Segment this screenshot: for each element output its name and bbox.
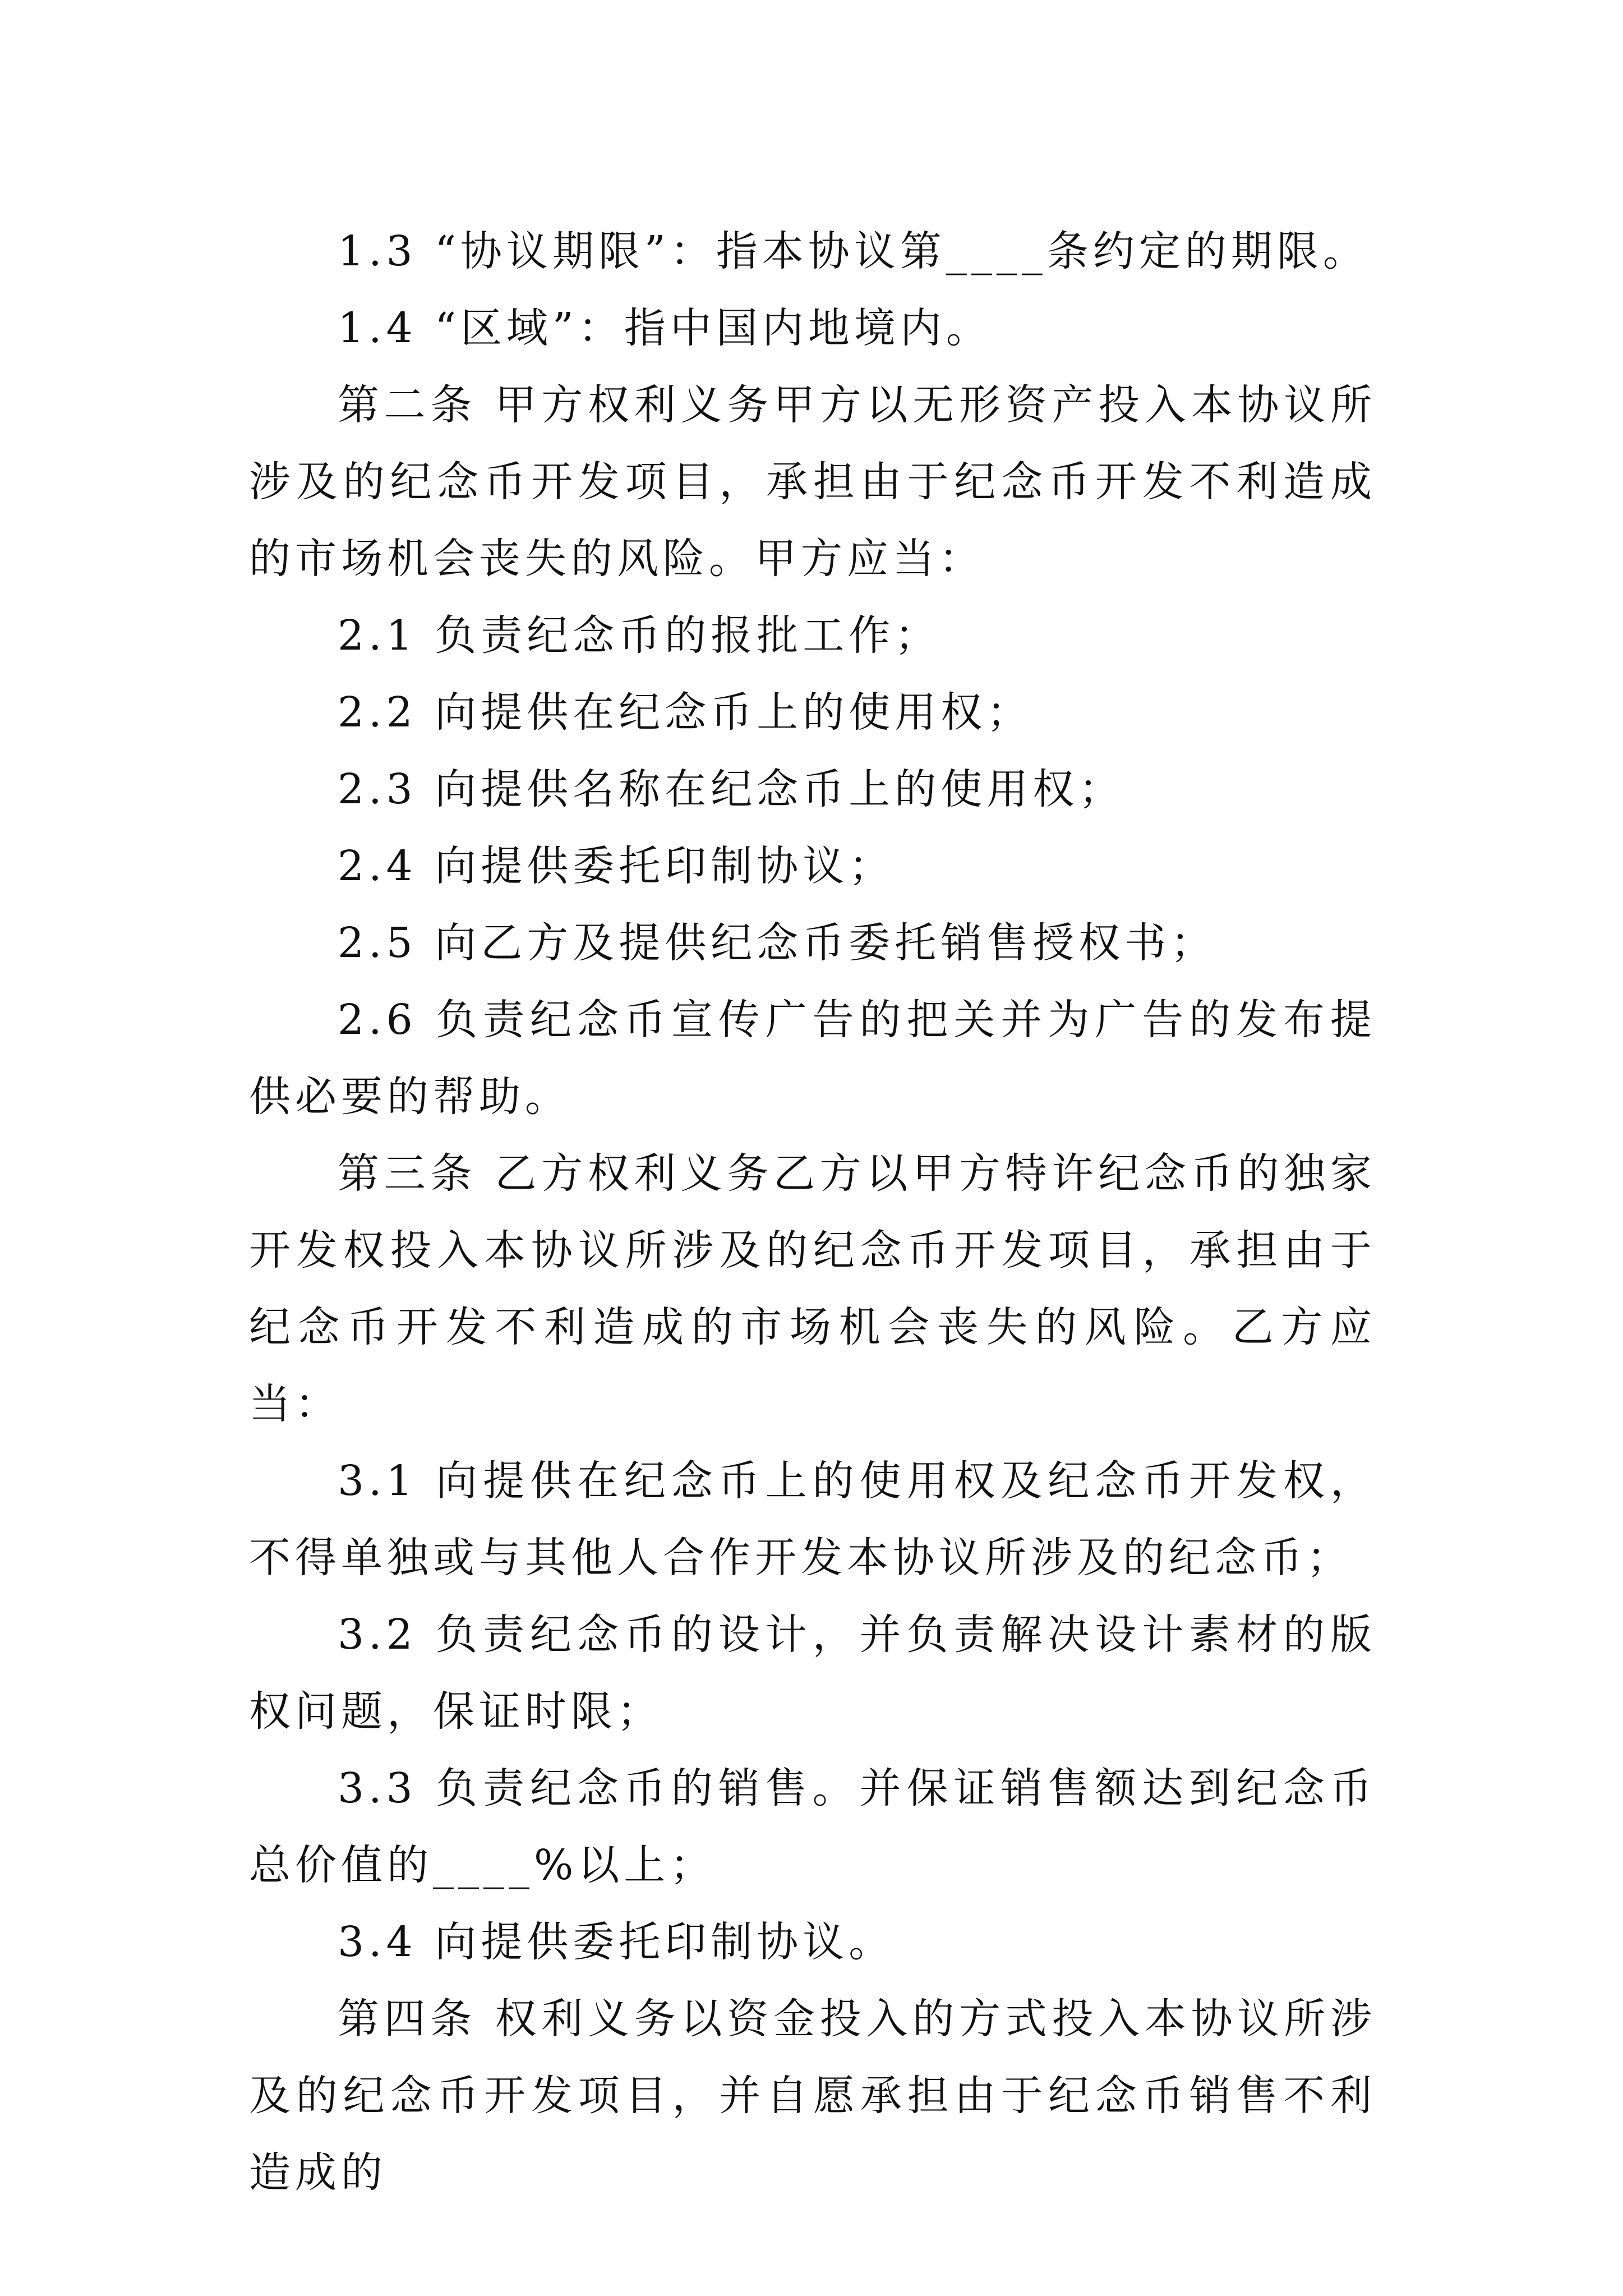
article-3: 第三条 乙方权利义务乙方以甲方特许纪念币的独家开发权投入本协议所涉及的纪念币开发项目，承担由于纪念币开发不利造成的市场机会丧失的风险。乙方应当： (249, 1149, 1376, 1428)
clause-2-4: 2.4 向提供委托印制协议； (338, 842, 895, 890)
clause-2-6: 2.6 负责纪念币宣传广告的把关并为广告的发布提供必要的帮助。 (249, 996, 1376, 1121)
clause-3-2: 3.2 负责纪念币的设计，并负责解决设计素材的版权问题，保证时限； (249, 1611, 1376, 1736)
clause-2-2: 2.2 向提供在纪念币上的使用权； (338, 688, 1033, 737)
clause-1-4: 1.4 “区域”：指中国内地境内。 (338, 304, 992, 352)
document-body (249, 213, 1376, 2211)
clause-3-3: 3.3 负责纪念币的销售。并保证销售额达到纪念币总价值的____%以上； (249, 1764, 1376, 1889)
article-2: 第二条 甲方权利义务甲方以无形资产投入本协议所涉及的纪念币开发项目，承担由于纪念币开发不利造成的市场机会丧失的风险。甲方应当： (249, 381, 1376, 583)
clause-2-3: 2.3 向提供名称在纪念币上的使用权； (338, 765, 1125, 813)
article-4: 第四条 权利义务以资金投入的方式投入本协议所涉及的纪念币开发项目，并自愿承担由于纪念币销售不利造成的 (249, 1995, 1376, 2197)
clause-1-3: 1.3 “协议期限”：指本协议第____条约定的期限。 (338, 227, 1369, 275)
clause-2-5: 2.5 向乙方及提供纪念币委托销售授权书； (338, 919, 1217, 967)
clause-3-4: 3.4 向提供委托印制协议。 (338, 1918, 895, 1966)
clause-3-1: 3.1 向提供在纪念币上的使用权及纪念币开发权，不得单独或与其他人合作开发本协议所涉及的纪念币； (249, 1457, 1376, 1582)
clause-2-1: 2.1 负责纪念币的报批工作； (338, 611, 941, 660)
